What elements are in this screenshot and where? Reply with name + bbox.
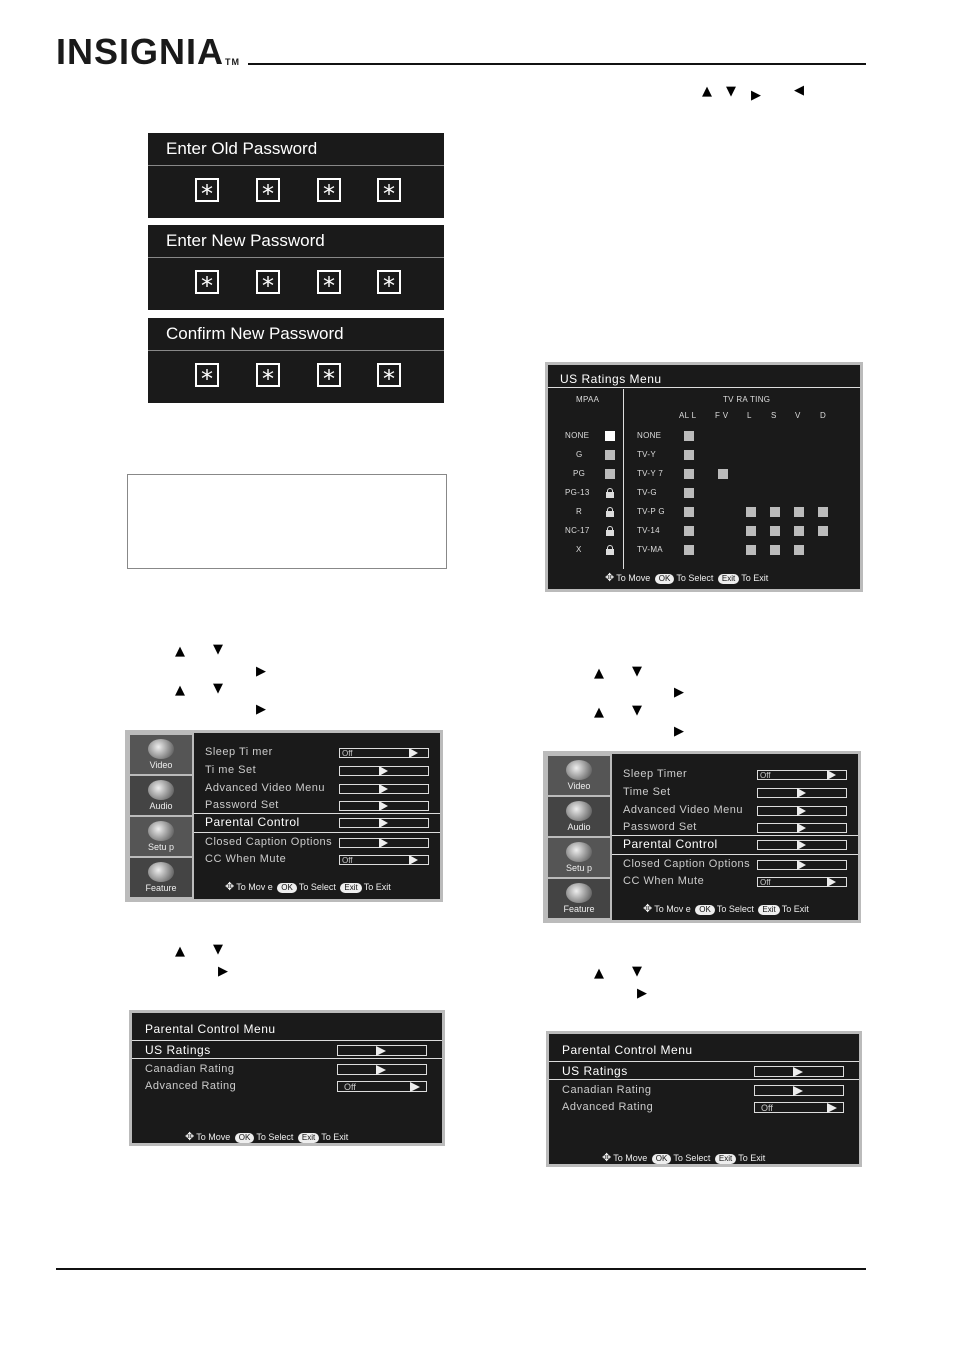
tv-toggle[interactable]	[746, 526, 756, 536]
column-divider	[623, 389, 624, 569]
password-mask: *	[195, 363, 219, 387]
sidebar-item-feature[interactable]: Feature	[130, 858, 192, 897]
setup-menu-left	[125, 730, 443, 902]
mpaa-row-g: G	[576, 450, 583, 459]
menu-item-advanced-video[interactable]: Advanced Video Menu	[623, 804, 743, 816]
menu-footer: ✥ To Move OK To Select Exit To Exit	[605, 572, 769, 584]
footer-rule	[56, 1268, 866, 1270]
menu-footer: ✥ To Mov e OK To Select Exit To Exit	[643, 903, 809, 915]
setup-icon	[148, 821, 174, 841]
new-password-field[interactable]	[148, 257, 444, 310]
arrow-right-icon: ▶	[751, 88, 761, 103]
sidebar-item-audio[interactable]: Audio	[130, 776, 192, 815]
password-mask: *	[256, 363, 280, 387]
tv-toggle[interactable]	[684, 507, 694, 517]
tv-col-v: V	[795, 411, 801, 420]
setup-icon	[566, 842, 592, 862]
menu-item-time-set[interactable]: Time Set	[623, 786, 671, 798]
tv-col-d: D	[820, 411, 827, 420]
advanced-video-slot[interactable]	[757, 806, 847, 816]
advanced-video-slot[interactable]	[339, 784, 429, 794]
tv-col-all: AL L	[679, 411, 697, 420]
title-divider	[548, 387, 860, 388]
cc-when-mute-value[interactable]: Off	[339, 855, 429, 865]
tv-row-tvma: TV-MA	[637, 545, 663, 554]
sidebar-item-feature[interactable]: Feature	[548, 879, 610, 918]
sleep-timer-value[interactable]: Off	[757, 770, 847, 780]
enter-old-password-label: Enter Old Password	[148, 133, 444, 165]
tv-toggle[interactable]	[684, 545, 694, 555]
feature-icon	[566, 883, 592, 903]
us-ratings-slot[interactable]	[337, 1045, 427, 1056]
arrow-up-icon: ▲	[594, 666, 604, 681]
menu-item-password-set[interactable]: Password Set	[623, 821, 697, 833]
mpaa-toggle-pg[interactable]	[605, 469, 615, 479]
menu-footer: ✥ To Move OK To Select Exit To Exit	[185, 1131, 349, 1143]
tv-toggle[interactable]	[684, 431, 694, 441]
menu-item-advanced-video[interactable]: Advanced Video Menu	[205, 782, 325, 794]
password-mask: *	[317, 178, 341, 202]
lock-icon[interactable]	[605, 545, 615, 555]
arrow-up-icon: ▲	[594, 966, 604, 981]
menu-item-parental-control[interactable]: Parental Control	[623, 837, 718, 851]
mpaa-row-pg: PG	[573, 469, 586, 478]
us-ratings-menu	[545, 362, 863, 592]
tv-col-s: S	[771, 411, 777, 420]
tv-toggle[interactable]	[746, 507, 756, 517]
advanced-rating-value[interactable]: Off	[337, 1081, 427, 1092]
cc-when-mute-value[interactable]: Off	[757, 877, 847, 887]
arrow-right-icon: ▶	[256, 664, 266, 679]
tv-toggle[interactable]	[684, 526, 694, 536]
tv-toggle[interactable]	[684, 488, 694, 498]
password-mask: *	[377, 270, 401, 294]
highlight-divider	[549, 1079, 859, 1080]
arrow-up-icon: ▲	[175, 644, 185, 659]
tv-row-tvy7: TV-Y 7	[637, 469, 664, 478]
audio-icon	[148, 780, 174, 800]
lock-icon[interactable]	[605, 488, 615, 498]
menu-item-us-ratings[interactable]: US Ratings	[145, 1043, 211, 1057]
move-icon: ✥	[185, 1131, 195, 1143]
parental-control-menu-right	[546, 1031, 862, 1167]
sleep-timer-value[interactable]: Off	[339, 748, 429, 758]
old-password-field[interactable]	[148, 165, 444, 218]
tv-toggle[interactable]	[770, 545, 780, 555]
advanced-rating-value[interactable]: Off	[754, 1102, 844, 1113]
tv-row-tvpg: TV-P G	[637, 507, 665, 516]
menu-item-cc-when-mute[interactable]: CC When Mute	[205, 853, 287, 865]
tv-row-tvy: TV-Y	[637, 450, 656, 459]
us-ratings-slot[interactable]	[754, 1066, 844, 1077]
setup-sidebar	[128, 733, 194, 899]
mpaa-toggle-none[interactable]	[605, 431, 615, 441]
setup-menu-right	[543, 751, 861, 923]
canadian-rating-slot[interactable]	[337, 1064, 427, 1075]
setup-sidebar	[546, 754, 612, 920]
parental-menu-title: Parental Control Menu	[562, 1043, 693, 1057]
arrow-down-icon: ▼	[213, 642, 223, 657]
password-mask: *	[195, 270, 219, 294]
parental-menu-title: Parental Control Menu	[145, 1022, 276, 1036]
mpaa-row-nc17: NC-17	[565, 526, 590, 535]
mpaa-header: MPAA	[576, 395, 600, 404]
tv-row-none: NONE	[637, 431, 662, 440]
tv-toggle[interactable]	[818, 507, 828, 517]
lock-icon[interactable]	[605, 526, 615, 536]
tv-col-l: L	[747, 411, 752, 420]
tv-toggle[interactable]	[794, 526, 804, 536]
confirm-password-field[interactable]	[148, 350, 444, 403]
password-set-slot[interactable]	[339, 801, 429, 811]
note-box	[127, 474, 447, 569]
sidebar-item-video[interactable]: Video	[548, 756, 610, 795]
mpaa-toggle-g[interactable]	[605, 450, 615, 460]
arrow-down-icon: ▼	[213, 681, 223, 696]
video-icon	[566, 760, 592, 780]
mpaa-row-r: R	[576, 507, 583, 516]
parental-control-slot[interactable]	[339, 818, 429, 828]
arrow-down-icon: ▼	[726, 84, 736, 99]
menu-item-closed-caption[interactable]: Closed Caption Options	[205, 836, 333, 848]
menu-item-advanced-rating[interactable]: Advanced Rating	[562, 1101, 654, 1113]
arrow-right-icon: ▶	[218, 964, 228, 979]
parental-control-menu-left	[129, 1010, 445, 1146]
move-icon: ✥	[605, 572, 615, 584]
menu-item-canadian-rating[interactable]: Canadian Rating	[562, 1084, 652, 1096]
password-mask: *	[317, 363, 341, 387]
mpaa-row-x: X	[576, 545, 582, 554]
tv-toggle[interactable]	[794, 507, 804, 517]
menu-footer: ✥ To Mov e OK To Select Exit To Exit	[225, 881, 391, 893]
time-set-slot[interactable]	[757, 788, 847, 798]
tv-toggle[interactable]	[684, 469, 694, 479]
lock-icon[interactable]	[605, 507, 615, 517]
password-set-slot[interactable]	[757, 823, 847, 833]
arrow-right-icon: ▶	[637, 986, 647, 1001]
move-icon: ✥	[602, 1152, 612, 1164]
menu-item-canadian-rating[interactable]: Canadian Rating	[145, 1063, 235, 1075]
menu-item-advanced-rating[interactable]: Advanced Rating	[145, 1080, 237, 1092]
tv-toggle[interactable]	[684, 450, 694, 460]
tv-toggle[interactable]	[746, 545, 756, 555]
header-rule	[248, 63, 866, 65]
menu-item-password-set[interactable]: Password Set	[205, 799, 279, 811]
feature-icon	[148, 862, 174, 882]
password-mask: *	[195, 178, 219, 202]
sidebar-item-video[interactable]: Video	[130, 735, 192, 774]
tv-toggle[interactable]	[718, 469, 728, 479]
video-icon	[148, 739, 174, 759]
arrow-down-icon: ▼	[632, 964, 642, 979]
menu-item-sleep-timer[interactable]: Sleep Timer	[623, 768, 688, 780]
audio-icon	[566, 801, 592, 821]
menu-item-parental-control[interactable]: Parental Control	[205, 815, 300, 829]
menu-footer: ✥ To Move OK To Select Exit To Exit	[602, 1152, 766, 1164]
arrow-up-icon: ▲	[175, 944, 185, 959]
menu-item-closed-caption[interactable]: Closed Caption Options	[623, 858, 751, 870]
move-icon: ✥	[643, 903, 653, 915]
tv-row-tv14: TV-14	[637, 526, 660, 535]
arrow-right-icon: ▶	[256, 702, 266, 717]
parental-control-slot[interactable]	[757, 840, 847, 850]
insignia-logo: INSIGNIA™	[56, 31, 241, 72]
sidebar-item-setup[interactable]: Setu p	[548, 838, 610, 877]
arrow-up-icon: ▲	[594, 705, 604, 720]
time-set-slot[interactable]	[339, 766, 429, 776]
password-mask: *	[256, 178, 280, 202]
mpaa-row-none: NONE	[565, 431, 590, 440]
canadian-rating-slot[interactable]	[754, 1085, 844, 1096]
closed-caption-slot[interactable]	[339, 838, 429, 848]
tv-row-tvg: TV-G	[637, 488, 657, 497]
confirm-new-password-label: Confirm New Password	[148, 318, 444, 350]
arrow-left-icon: ◀	[794, 83, 804, 98]
sidebar-item-setup[interactable]: Setu p	[130, 817, 192, 856]
arrow-right-icon: ▶	[674, 685, 684, 700]
title-divider	[132, 1040, 442, 1041]
title-divider	[549, 1061, 859, 1062]
us-ratings-title: US Ratings Menu	[560, 372, 662, 386]
password-mask: *	[256, 270, 280, 294]
menu-item-sleep-timer[interactable]: Sleep Ti mer	[205, 746, 273, 758]
highlight-divider	[132, 1058, 442, 1059]
move-icon: ✥	[225, 881, 235, 893]
arrow-up-icon: ▲	[702, 84, 712, 99]
tv-rating-header: TV RA TING	[723, 395, 771, 404]
tv-toggle[interactable]	[770, 526, 780, 536]
tv-toggle[interactable]	[818, 526, 828, 536]
password-mask: *	[377, 363, 401, 387]
tv-col-fv: F V	[715, 411, 729, 420]
password-mask: *	[317, 270, 341, 294]
tv-toggle[interactable]	[794, 545, 804, 555]
menu-item-cc-when-mute[interactable]: CC When Mute	[623, 875, 705, 887]
arrow-down-icon: ▼	[213, 942, 223, 957]
arrow-right-icon: ▶	[674, 724, 684, 739]
menu-item-us-ratings[interactable]: US Ratings	[562, 1064, 628, 1078]
tv-toggle[interactable]	[770, 507, 780, 517]
password-mask: *	[377, 178, 401, 202]
arrow-down-icon: ▼	[632, 703, 642, 718]
sidebar-item-audio[interactable]: Audio	[548, 797, 610, 836]
arrow-down-icon: ▼	[632, 664, 642, 679]
mpaa-row-pg13: PG-13	[565, 488, 590, 497]
enter-new-password-label: Enter New Password	[148, 225, 444, 257]
menu-item-time-set[interactable]: Ti me Set	[205, 764, 257, 776]
closed-caption-slot[interactable]	[757, 860, 847, 870]
arrow-up-icon: ▲	[175, 683, 185, 698]
